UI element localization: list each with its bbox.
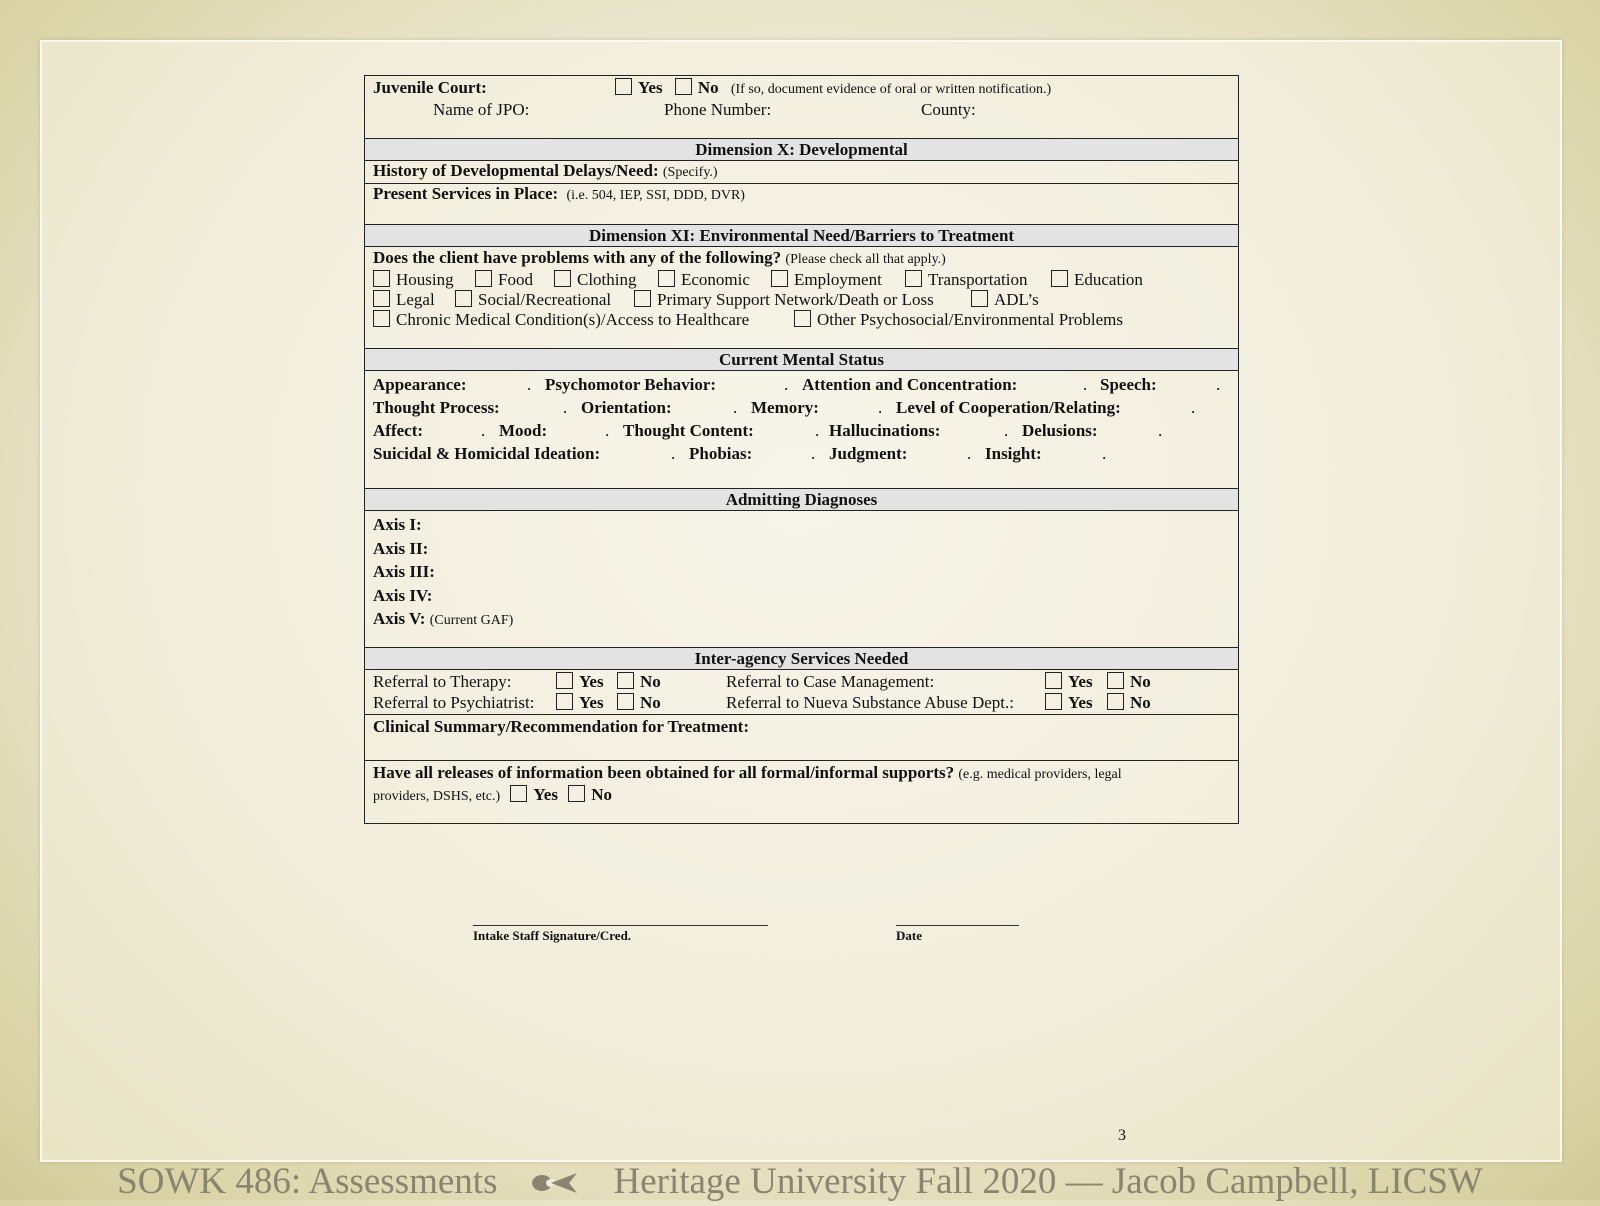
axis-1-label: Axis I:: [373, 515, 422, 534]
field-dot: .: [1004, 421, 1009, 440]
field-dot: .: [878, 398, 883, 417]
field-dot: .: [671, 444, 676, 463]
present-services-row: [365, 184, 1238, 225]
intake-form: [364, 75, 1239, 824]
mental-status-row: [373, 442, 1230, 465]
mental-status-row: [373, 419, 1230, 442]
axis-5-note: (Current GAF): [429, 613, 514, 628]
transportation-label: Transportation: [928, 270, 1028, 289]
psychiatrist-yes-checkbox[interactable]: [556, 693, 573, 710]
page-number: 3: [1118, 1127, 1126, 1144]
clothing-label: Clothing: [577, 270, 637, 289]
economic-label: Economic: [681, 270, 750, 289]
psychiatrist-no-label: No: [640, 693, 661, 712]
releases-question: Have all releases of information been obtained for all formal/informal supports?: [373, 763, 955, 782]
releases-no-checkbox[interactable]: [568, 785, 585, 802]
environmental-question-note: (Please check all that apply.): [785, 252, 946, 267]
staff-signature-label: Intake Staff Signature/Cred.: [473, 928, 632, 943]
field-dot: .: [815, 421, 820, 440]
affect-label: Affect:: [373, 421, 424, 440]
delusions-label: Delusions:: [1022, 421, 1098, 440]
attention-label: Attention and Concentration:: [802, 375, 1018, 394]
jpo-name-label: Name of JPO:: [433, 100, 530, 119]
environmental-row-2: [373, 290, 1230, 310]
footer-course-title: SOWK 486: Assessments: [117, 1161, 498, 1202]
field-dot: .: [527, 375, 532, 394]
social-recreational-label: Social/Recreational: [478, 290, 612, 309]
developmental-history-row: [365, 161, 1238, 184]
therapy-no-checkbox[interactable]: [617, 672, 634, 689]
staff-signature-block: [473, 925, 768, 944]
other-psychosocial-label: Other Psychosocial/Environmental Problems: [817, 310, 1123, 329]
dimension-xi-header: Dimension XI: Environmental Need/Barriers to Treatment: [365, 225, 1238, 247]
social-recreational-checkbox[interactable]: [455, 290, 472, 307]
judgment-label: Judgment:: [829, 444, 908, 463]
field-dot: .: [1158, 421, 1163, 440]
substance-abuse-referral-label: Referral to Nueva Substance Abuse Dept.:: [726, 693, 1014, 712]
phone-number-label: Phone Number:: [664, 100, 772, 119]
field-dot: .: [605, 421, 610, 440]
substance-abuse-no-label: No: [1130, 693, 1151, 712]
substance-abuse-no-checkbox[interactable]: [1107, 693, 1124, 710]
primary-support-checkbox[interactable]: [634, 290, 651, 307]
releases-section: [365, 761, 1238, 823]
substance-abuse-yes-checkbox[interactable]: [1045, 693, 1062, 710]
juvenile-court-label: Juvenile Court:: [373, 78, 487, 97]
present-services-label: Present Services in Place:: [373, 184, 559, 203]
employment-checkbox[interactable]: [771, 270, 788, 287]
interagency-header: Inter-agency Services Needed: [365, 648, 1238, 670]
orientation-label: Orientation:: [581, 398, 672, 417]
legal-label: Legal: [396, 290, 435, 309]
developmental-history-label: History of Developmental Delays/Need:: [373, 161, 659, 180]
field-dot: .: [784, 375, 789, 394]
food-checkbox[interactable]: [475, 270, 492, 287]
clinical-summary-section: [365, 715, 1238, 761]
employment-label: Employment: [794, 270, 882, 289]
field-dot: .: [1191, 398, 1196, 417]
primary-support-label: Primary Support Network/Death or Loss: [657, 290, 934, 309]
county-label: County:: [921, 100, 976, 119]
education-label: Education: [1074, 270, 1143, 289]
psychomotor-label: Psychomotor Behavior:: [545, 375, 717, 394]
chronic-medical-checkbox[interactable]: [373, 310, 390, 327]
releases-yes-checkbox[interactable]: [510, 785, 527, 802]
adls-label: ADL’s: [994, 290, 1039, 309]
date-label: Date: [896, 928, 922, 943]
juvenile-no-label: No: [697, 78, 719, 97]
therapy-referral-label: Referral to Therapy:: [373, 672, 512, 691]
cooperation-label: Level of Cooperation/Relating:: [896, 398, 1121, 417]
axis-2-label: Axis II:: [373, 538, 429, 558]
mental-status-row: [373, 396, 1230, 419]
date-signature-block: [896, 925, 1019, 944]
staff-signature-line[interactable]: [473, 925, 768, 926]
mental-status-row: [373, 373, 1230, 396]
other-psychosocial-checkbox[interactable]: [794, 310, 811, 327]
psychiatrist-no-checkbox[interactable]: [617, 693, 634, 710]
slide-footer: [0, 1160, 1600, 1206]
field-dot: .: [967, 444, 972, 463]
appearance-label: Appearance:: [373, 375, 467, 394]
field-dot: .: [811, 444, 816, 463]
clothing-checkbox[interactable]: [554, 270, 571, 287]
housing-checkbox[interactable]: [373, 270, 390, 287]
chronic-medical-label: Chronic Medical Condition(s)/Access to Healthcare: [396, 310, 750, 329]
suicidal-ideation-label: Suicidal & Homicidal Ideation:: [373, 444, 601, 463]
axis-3-label: Axis III:: [373, 562, 435, 581]
releases-note-2: providers, DSHS, etc.): [373, 789, 501, 804]
field-dot: .: [733, 398, 738, 417]
axis-5-label: Axis V:: [373, 609, 426, 628]
juvenile-yes-checkbox[interactable]: [615, 78, 632, 95]
admitting-diagnoses-header: Admitting Diagnoses: [365, 489, 1238, 511]
field-dot: .: [481, 421, 486, 440]
adls-checkbox[interactable]: [971, 290, 988, 307]
thought-content-label: Thought Content:: [623, 421, 754, 440]
substance-abuse-yes-label: Yes: [1068, 693, 1093, 712]
legal-checkbox[interactable]: [373, 290, 390, 307]
present-services-note: (i.e. 504, IEP, SSI, DDD, DVR): [566, 188, 745, 203]
hallucinations-label: Hallucinations:: [829, 421, 941, 440]
case-management-referral-label: Referral to Case Management:: [726, 672, 935, 691]
mental-status-section: [365, 371, 1238, 489]
case-management-no-label: No: [1130, 672, 1151, 691]
axis-4-label: Axis IV:: [373, 585, 433, 605]
field-dot: .: [1083, 375, 1088, 394]
juvenile-note: (If so, document evidence of oral or written notification.): [730, 82, 1052, 97]
dimension-x-header: Dimension X: Developmental: [365, 139, 1238, 161]
psychiatrist-yes-label: Yes: [579, 693, 604, 712]
transportation-checkbox[interactable]: [905, 270, 922, 287]
releases-no-label: No: [591, 785, 612, 804]
speech-label: Speech:: [1100, 375, 1157, 394]
thought-process-label: Thought Process:: [373, 398, 500, 417]
mood-label: Mood:: [499, 421, 548, 440]
housing-label: Housing: [396, 270, 454, 289]
field-dot: .: [563, 398, 568, 417]
juvenile-court-section: [365, 76, 1238, 139]
interagency-section: [365, 670, 1238, 715]
environmental-question: Does the client have problems with any of the following?: [373, 248, 782, 267]
education-checkbox[interactable]: [1051, 270, 1068, 287]
case-management-yes-label: Yes: [1068, 672, 1093, 691]
releases-note-1: (e.g. medical providers, legal: [958, 767, 1122, 782]
insight-label: Insight:: [985, 444, 1042, 463]
field-dot: .: [1216, 375, 1221, 394]
psychiatrist-referral-label: Referral to Psychiatrist:: [373, 693, 535, 712]
memory-label: Memory:: [751, 398, 819, 417]
developmental-history-note: (Specify.): [662, 165, 718, 180]
juvenile-yes-label: Yes: [638, 78, 663, 97]
date-signature-line[interactable]: [896, 925, 1019, 926]
juvenile-no-checkbox[interactable]: [675, 78, 692, 95]
mental-status-header: Current Mental Status: [365, 349, 1238, 371]
food-label: Food: [498, 270, 533, 289]
releases-yes-label: Yes: [533, 785, 558, 804]
field-dot: .: [1102, 444, 1107, 463]
environmental-row-3: [373, 310, 1230, 330]
footer-course-info: Heritage University Fall 2020 — Jacob Campbell, LICSW: [613, 1161, 1483, 1202]
case-management-no-checkbox[interactable]: [1107, 672, 1124, 689]
environmental-row-1: [373, 270, 1230, 290]
economic-checkbox[interactable]: [658, 270, 675, 287]
environmental-needs-section: [365, 247, 1238, 349]
therapy-no-label: No: [640, 672, 661, 691]
clinical-summary-label: Clinical Summary/Recommendation for Treatment:: [373, 717, 750, 736]
therapy-yes-label: Yes: [579, 672, 604, 691]
therapy-yes-checkbox[interactable]: [556, 672, 573, 689]
diagnoses-section: [365, 511, 1238, 648]
phobias-label: Phobias:: [689, 444, 753, 463]
case-management-yes-checkbox[interactable]: [1045, 672, 1062, 689]
